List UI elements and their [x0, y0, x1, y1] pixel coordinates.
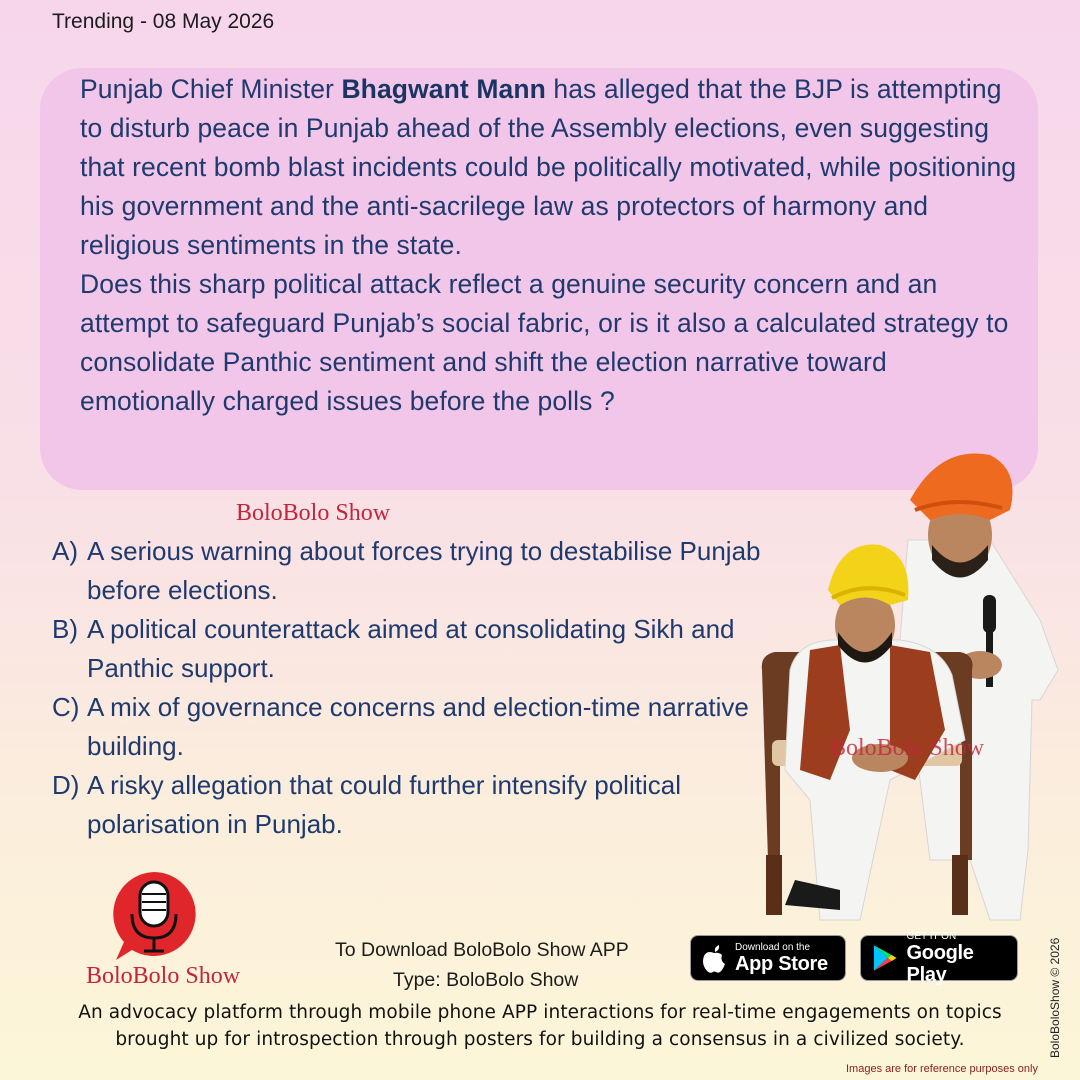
google-play-icon — [871, 943, 899, 973]
copyright-notice: BoloBoloShow © 2026 — [1048, 937, 1062, 1058]
question-panel — [40, 68, 1038, 490]
option-b[interactable]: B) A political counterattack aimed at consolidating Sikh and Panthic support. — [52, 614, 735, 683]
option-c[interactable]: C) A mix of governance concerns and election-time narrative building. — [52, 692, 749, 761]
app-store-button[interactable]: Download on the App Store — [690, 935, 846, 981]
trending-date: Trending - 08 May 2026 — [52, 10, 275, 33]
brand-watermark: BoloBolo Show — [236, 500, 391, 526]
download-instruction: To Download BoloBolo Show APP — [335, 939, 629, 961]
question-intro: Punjab Chief Minister Bhagwant Mann has alleged that the BJP is attempting to disturb peace in Punjab ahead of the Assembly elections, even suggesting that recent bomb blast incidents could be politically motivated, while positioning his government and the anti-sacrilege law as protectors of harmony and religious sentiments in the state. — [80, 74, 1017, 260]
footer-description: An advocacy platform through mobile phone APP interactions for real-time engagements on topics brought up for introspection through posters for building a consensus in a civilized society. — [78, 1002, 1002, 1050]
brand-watermark-image: BoloBolo Show — [830, 735, 985, 761]
reference-disclaimer: Images are for reference purposes only — [846, 1063, 1038, 1075]
microphone-icon — [104, 864, 204, 964]
answer-options — [52, 532, 792, 844]
leader-name: Bhagwant Mann — [341, 74, 546, 104]
leaders-illustration — [740, 440, 1070, 930]
question-prompt: Does this sharp political attack reflect a genuine security concern and an attempt to safeguard Punjab’s social fabric, or is it also a calculated strategy to consolidate Panthic sentiment and shift the election narrative toward emotionally charged issues before the polls ? — [80, 269, 1009, 416]
download-type-hint: Type: BoloBolo Show — [393, 969, 579, 991]
brand-logo-text: BoloBolo Show — [86, 963, 241, 989]
google-play-button[interactable]: GET IT ON Google Play — [860, 935, 1018, 981]
apple-icon — [701, 943, 727, 973]
option-a[interactable]: A) A serious warning about forces trying to destabilise Punjab before elections. — [52, 536, 761, 605]
option-d[interactable]: D) A risky allegation that could further intensify political polarisation in Punjab. — [52, 770, 681, 839]
